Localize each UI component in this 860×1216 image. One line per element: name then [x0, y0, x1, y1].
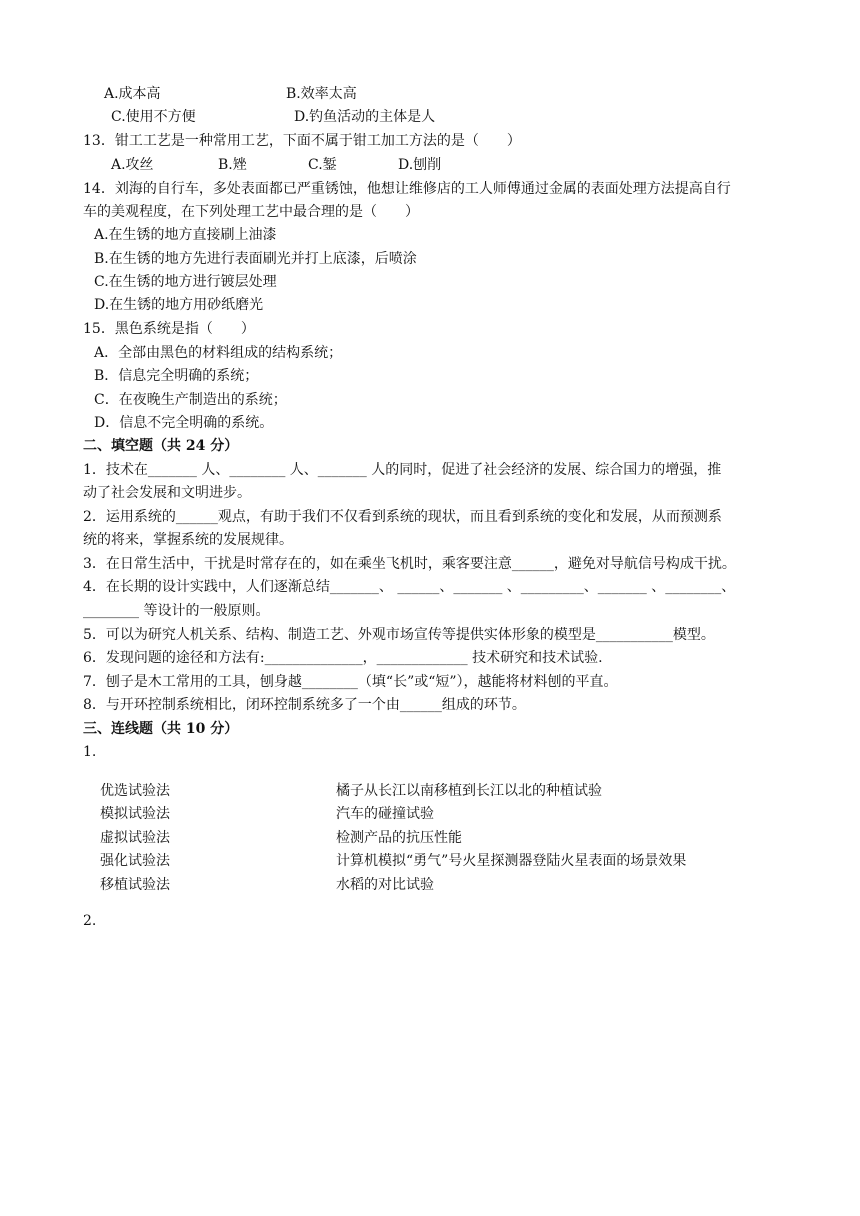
section3-heading: 三、连线题（共 10 分）: [83, 721, 239, 737]
fill-line: 8．与开环控制系统相比，闭环控制系统多了一个由______组成的环节。: [83, 697, 526, 713]
q14-option-b: B.在生锈的地方先进行表面刷光并打上底漆，后喷涂: [94, 251, 417, 267]
fill-line: 7．刨子是木工常用的工具，刨身越________（填“长”或“短”），越能将材料刨的平直。: [83, 674, 618, 690]
match-left-item: 模拟试验法: [100, 806, 170, 822]
q15-option-d: D．信息不完全明确的系统。: [94, 415, 274, 431]
q13-option-b: B.矬: [218, 157, 247, 173]
q14-option-d: D.在生锈的地方用砂纸磨光: [94, 297, 264, 313]
q12-option-a: A.成本高: [104, 86, 161, 102]
match-right-item: 计算机模拟“勇气”号火星探测器登陆火星表面的场景效果: [336, 853, 687, 869]
q13-option-d: D.刨削: [398, 157, 442, 173]
q13-stem: 13．钳工工艺是一种常用工艺，下面不属于钳工加工方法的是（ ）: [83, 133, 521, 149]
q12-option-d: D.钓鱼活动的主体是人: [294, 109, 436, 125]
fill-line: 4．在长期的设计实践中，人们逐渐总结_______、 ______、_______ 、_________、_______ 、________、: [83, 579, 736, 595]
match-left-item: 移植试验法: [100, 877, 170, 893]
match-left-item: 强化试验法: [100, 853, 170, 869]
fill-line: 1．技术在_______ 人、________ 人、_______ 人的同时，促进了社会经济的发展、综合国力的增强，推: [83, 462, 722, 478]
fill-line: ________ 等设计的一般原则。: [83, 603, 270, 619]
match-right-item: 橘子从长江以南移植到长江以北的种植试验: [336, 783, 602, 799]
q15-option-c: C．在夜晚生产制造出的系统；: [94, 392, 287, 408]
fill-line: 3．在日常生活中，干扰是时常存在的，如在乘坐飞机时，乘客要注意______，避免对导航信号构成干扰。: [83, 556, 736, 572]
match-q2-label: 2.: [83, 913, 97, 929]
q15-option-a: A．全部由黑色的材料组成的结构系统；: [94, 345, 343, 361]
match-right-item: 水稻的对比试验: [336, 877, 434, 893]
match-right-item: 汽车的碰撞试验: [336, 806, 434, 822]
q13-option-a: A.攻丝: [111, 157, 154, 173]
fill-line: 统的将来，掌握系统的发展规律。: [83, 532, 293, 548]
q14-option-c: C.在生锈的地方进行镀层处理: [94, 274, 277, 290]
match-right-item: 检测产品的抗压性能: [336, 830, 462, 846]
q15-option-b: B．信息完全明确的系统；: [94, 368, 259, 384]
fill-line: 6．发现问题的途径和方法有:______________，_____________ 技术研究和技术试验.: [83, 650, 603, 666]
match-left-item: 虚拟试验法: [100, 830, 170, 846]
q12-option-c: C.使用不方便: [111, 109, 196, 125]
q14-option-a: A.在生锈的地方直接刷上油漆: [94, 227, 277, 243]
fill-line: 2．运用系统的______观点，有助于我们不仅看到系统的现状，而且看到系统的变化和发展，从而预测系: [83, 509, 722, 525]
q14-stem-line1: 14．刘海的自行车，多处表面都已严重锈蚀，他想让维修店的工人师傅通过金属的表面处理方法提高自行: [83, 181, 731, 197]
q12-option-b: B.效率太高: [286, 86, 357, 102]
q14-stem-line2: 车的美观程度，在下列处理工艺中最合理的是（ ）: [83, 204, 419, 220]
fill-line: 5．可以为研究人机关系、结构、制造工艺、外观市场宣传等提供实体形象的模型是___________模型。: [83, 627, 715, 643]
q13-option-c: C.錾: [308, 157, 337, 173]
match-q1-label: 1.: [83, 744, 97, 760]
match-left-item: 优选试验法: [100, 783, 170, 799]
section2-heading: 二、填空题（共 24 分）: [83, 438, 239, 454]
q15-stem: 15．黑色系统是指（ ）: [83, 321, 255, 337]
fill-line: 动了社会发展和文明进步。: [83, 485, 251, 501]
